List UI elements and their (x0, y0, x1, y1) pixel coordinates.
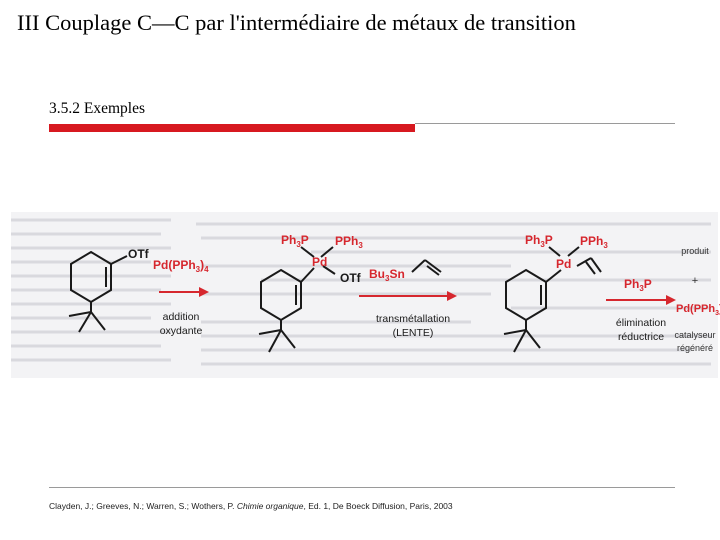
product-label: produit (681, 246, 709, 256)
catalyst-label-line-2: régénéré (676, 343, 714, 353)
citation-details: , Ed. 1, De Boeck Diffusion, Paris, 2003 (303, 501, 453, 511)
step-2-label-line-1: transmétallation (375, 313, 451, 325)
reagent-tributylstannane: $Bu_3Sn$ (369, 267, 405, 283)
catalyst-label-line-1: catalyseur (674, 330, 716, 340)
step-1-label-line-2: oxydante (159, 325, 203, 337)
citation-authors: Clayden, J.; Greeves, N.; Warren, S.; Wothers, P. (49, 501, 237, 511)
arrow-reductive-elimination (606, 295, 676, 305)
section-heading: 3.5.2 Exemples (49, 100, 145, 117)
pd-atom-2: Pd (556, 257, 572, 271)
released-pph3: $Ph_3P$ (624, 277, 652, 293)
otf-label-1: OTf (128, 247, 149, 261)
step-1-label-line-1: addition (162, 311, 200, 323)
step-3-label-line-2: réductrice (617, 331, 665, 343)
title-underline-gray (415, 123, 675, 124)
footer-divider (49, 487, 675, 488)
reaction-scheme-figure (11, 212, 718, 378)
pph3-left-2: $Ph_3P$ (525, 233, 553, 249)
citation-book-title: Chimie organique (236, 501, 304, 511)
plus-sign: + (691, 275, 699, 287)
reaction-scheme (11, 212, 718, 378)
molecule-vinyl-triflate (69, 252, 127, 332)
citation (49, 501, 453, 511)
arrow-oxidative-addition (159, 287, 209, 297)
step-3-label-line-1: élimination (615, 317, 667, 329)
title-underline-red (49, 124, 415, 132)
otf-label-2: OTf (340, 271, 361, 285)
pph3-left-1: $Ph_3P$ (281, 233, 309, 249)
pph3-right-2: PPh$_3$ (580, 234, 608, 250)
pph3-right-1: PPh$_3$ (335, 234, 363, 250)
step-2-label-line-2: (LENTE) (392, 327, 434, 339)
catalyst-regenerated: Pd(PPh$_3$ (676, 303, 720, 317)
slide-title: III Couplage C—C par l'intermédiaire de métaux de transition (17, 10, 576, 35)
reagent-pd-pph3-4: $Pd(PPh_3)_4$ (153, 258, 209, 274)
pd-atom-1: Pd (312, 255, 328, 269)
